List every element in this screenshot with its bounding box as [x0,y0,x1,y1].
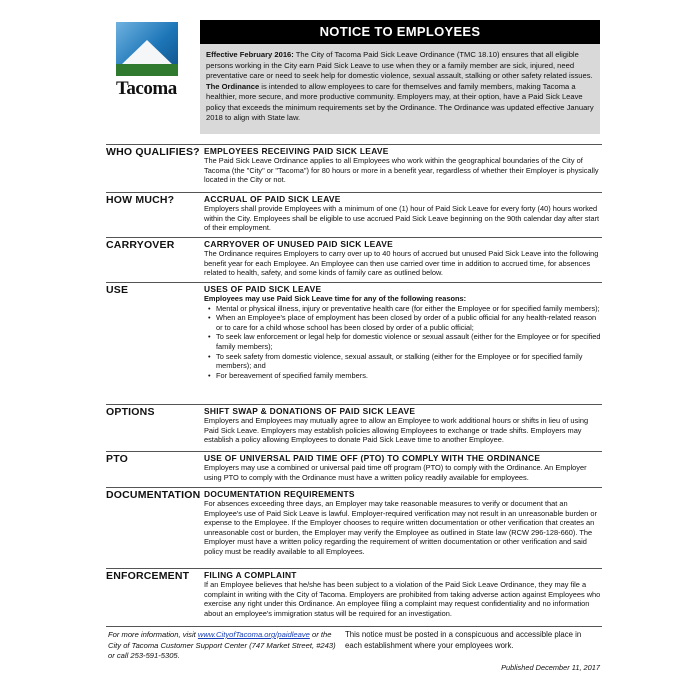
divider [106,568,602,569]
section-heading: ACCRUAL OF PAID SICK LEAVE [204,194,341,204]
paid-leave-link[interactable]: www.CityofTacoma.org/paidleave [197,630,310,639]
section-label: HOW MUCH? [106,194,175,206]
section-label: OPTIONS [106,406,155,418]
section-heading: CARRYOVER OF UNUSED PAID SICK LEAVE [204,239,394,249]
section-label: CARRYOVER [106,239,175,251]
footer-divider [106,626,602,627]
section-heading: FILING A COMPLAINT [204,570,297,580]
intro-text-2: is intended to allow employees to care for themselves and family members, making Tacoma a healthier, more secure, and more productive community. Employers may, at their option, have a Paid Sick Leave policy that exceeds the minimum requirements set by the Ordinance. The Ordinance was updated effective January 2018 to align with State law. [206,81,594,122]
section-heading: EMPLOYEES RECEIVING PAID SICK LEAVE [204,146,389,156]
list-item: • When an Employee's place of employment has been closed by order of a public official for any health-related reason or to care for a child whose school has been closed by order of a public official; [216,313,602,332]
divider [106,404,602,405]
page-title: NOTICE TO EMPLOYEES [200,20,600,44]
divider [106,487,602,488]
divider [106,237,602,238]
published-date: Published December 11, 2017 [501,663,600,672]
section-text: The Paid Sick Leave Ordinance applies to all Employees who work within the geographical boundaries of the City of Tacoma (the "City" or "Tacoma") for 80 hours or more in a benefit year, regardless of whether their Employer is physically located in the City or not. [204,156,599,185]
list-item: • To seek law enforcement or legal help for domestic violence or sexual assault (either for the Employee or for specified family members); [216,332,602,351]
logo-wordmark: Tacoma [116,78,177,99]
divider [106,282,602,283]
section-label: DOCUMENTATION [106,489,201,501]
city-logo [116,22,178,98]
intro-lead: Effective February 2016: [206,50,294,59]
section-label: WHO QUALIFIES? [106,146,200,158]
footer-info-suffix: or the City of Tacoma Customer Support Center (747 Market Street, #243) or call 253-591-5305. [108,630,336,660]
section-text: If an Employee believes that he/she has been subject to a violation of the Paid Sick Leave Ordinance, they may file a complaint in writing with the City of Tacoma. Employers are prohibited from taking adverse action against Employees who exercise any right under this Ordinance. An employee filing a complaint may request confidentiality and no information about an employee's immigration status will be required for an investigation. [204,580,601,618]
divider [106,144,602,145]
section-heading: USES OF PAID SICK LEAVE [204,284,322,294]
section-lead: Employees may use Paid Sick Leave time for any of the following reasons: [204,294,467,303]
list-item: • For bereavement of specified family members. [216,371,602,381]
section-text: Employers and Employees may mutually agree to allow an Employee to work additional hours or shifts in lieu of using Paid Sick Leave. Employers may establish policies allowing Employees to exchange or trade shifts. Employers may establish a policy allowing Employees to donate Paid Sick Leave time to another Employee. [204,416,589,445]
footer-info [108,630,338,662]
section-label: PTO [106,453,128,465]
section-text: Employers shall provide Employees with a minimum of one (1) hour of Paid Sick Leave for every forty (40) hours worked within the City. Employees shall be eligible to use accrued Paid Sick Leave beginning on the 90th calendar day after start of their employment. [204,204,600,233]
section-label: USE [106,284,129,296]
section-label: ENFORCEMENT [106,570,190,582]
list-item: • Mental or physical illness, injury or preventative health care (for either the Employee or for specified family members); [216,304,602,314]
section-text: The Ordinance requires Employers to carry over up to 40 hours of accrued but unused Paid Sick Leave into the following benefit year for each Employee. An Employee can then use carried over time in addition to accrued time, for absences related to health, safety, and some kinds of family care as outlined below. [204,249,599,278]
section-text: For absences exceeding three days, an Employer may take reasonable measures to verify or document that an Employee's use of Paid Sick Leave is lawful. Employer-required verification may not result in an unreasonable burden or expense to the Employee. If the Employer chooses to require written documentation or other verification that creates an unreasonable cost or burden, the Employer may verify the Employee as outlined in State law (RCW 296-128-660). The Employer must have a written policy regarding the requirement of written documentation or other verification and said policy must be readily available to all Employees. [204,499,597,556]
divider [106,451,602,452]
section-heading: DOCUMENTATION REQUIREMENTS [204,489,355,499]
list-item: • To seek safety from domestic violence, sexual assault, or stalking (either for the Employee or for specified family members); and [216,352,602,371]
section-heading: SHIFT SWAP & DONATIONS OF PAID SICK LEAVE [204,406,416,416]
section-text: Employers may use a combined or universal paid time off program (PTO) to comply with the Ordinance. An Employer using PTO to comply with the Ordinance must have a written policy readily available for employees. [204,463,587,482]
intro-text-1: The City of Tacoma Paid Sick Leave Ordinance (TMC 18.10) ensures that all eligible persons working in the City earn Paid Sick Leave to use when they or a family member are sick, injured, need preventative care or need to seek help for domestic violence, sexual assault, stalking or other safety related issues. [206,50,593,80]
posting-notice: This notice must be posted in a conspicuous and accessible place in each establishment where your employees work. [345,630,582,650]
footer-info-prefix: For more information, visit [108,630,198,639]
intro-box [200,44,600,134]
section-heading: USE OF UNIVERSAL PAID TIME OFF (PTO) TO COMPLY WITH THE ORDINANCE [204,453,541,463]
intro-bold-2: The Ordinance [206,81,260,91]
divider [106,192,602,193]
reasons-list [204,304,602,381]
mountain-icon [116,22,178,76]
